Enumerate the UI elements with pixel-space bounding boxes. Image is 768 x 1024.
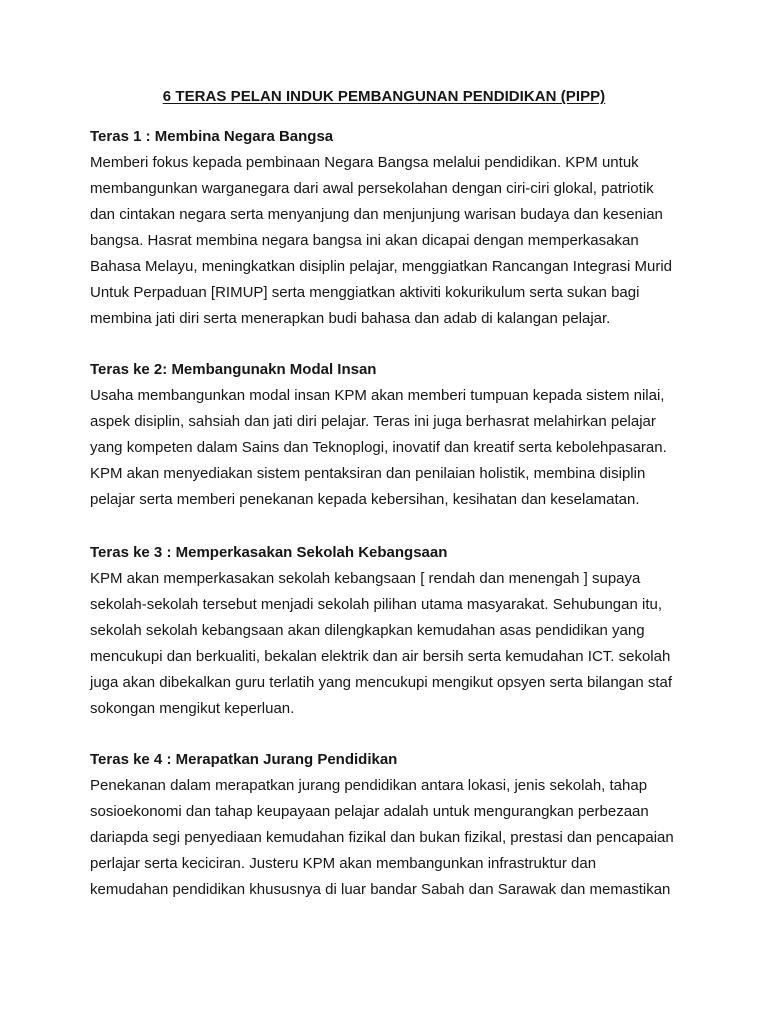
paragraph-line: Usaha membangunkan modal insan KPM akan memberi tumpuan kepada sistem nilai, [90, 387, 665, 404]
paragraph-line: aspek disiplin, sahsiah dan jati diri pelajar. Teras ini juga berhasrat melahirkan pelajar [90, 413, 656, 430]
paragraph-line: mencukupi dan berkualiti, bekalan elektrik dan air bersih serta kemudahan ICT. sekolah [90, 648, 671, 665]
paragraph-line: sosioekonomi dan tahap keupayaan pelajar adalah untuk mengurangkan perbezaan [90, 803, 649, 820]
paragraph-line: KPM akan memperkasakan sekolah kebangsaan [ rendah dan menengah ] supaya [90, 570, 641, 587]
paragraph-line: pelajar serta memberi penekanan kepada kebersihan, kesihatan dan keselamatan. [90, 491, 640, 508]
paragraph-line: Bahasa Melayu, meningkatkan disiplin pelajar, menggiatkan Rancangan Integrasi Murid [90, 258, 673, 275]
paragraph-line: bangsa. Hasrat membina negara bangsa ini akan dicapai dengan memperkasakan [90, 232, 639, 249]
paragraph-line: Memberi fokus kepada pembinaan Negara Bangsa melalui pendidikan. KPM untuk [90, 154, 639, 171]
paragraph-line: sekolah sekolah kebangsaan akan dilengkapkan kemudahan asas pendidikan yang [90, 622, 645, 639]
paragraph-line: juga akan dibekalkan guru terlatih yang mencukupi mengikut opsyen serta bilangan staf [90, 674, 673, 691]
paragraph-line: Penekanan dalam merapatkan jurang pendidikan antara lokasi, jenis sekolah, tahap [90, 777, 648, 794]
paragraph-line: kemudahan pendidikan khususnya di luar bandar Sabah dan Sarawak dan memastikan [90, 881, 671, 898]
paragraph-line: membangunkan warganegara dari awal persekolahan dengan ciri-ciri glokal, patriotik [90, 180, 654, 197]
section-heading: Teras ke 3 : Memperkasakan Sekolah Kebangsaan [90, 544, 448, 561]
section-teras-3 [90, 540, 690, 722]
section-teras-1 [90, 124, 690, 332]
section-heading: Teras 1 : Membina Negara Bangsa [90, 128, 334, 145]
document-title: 6 TERAS PELAN INDUK PEMBANGUNAN PENDIDIKAN (PIPP) [162, 88, 606, 105]
paragraph-line: sokongan mengikut keperluan. [90, 700, 295, 717]
paragraph-line: sekolah-sekolah tersebut menjadi sekolah pilihan utama masyarakat. Sehubungan itu, [90, 596, 663, 613]
paragraph-line: Untuk Perpaduan [RIMUP] serta menggiatkan aktiviti kokurikulum serta sukan bagi [90, 284, 640, 301]
section-teras-2 [90, 357, 690, 513]
paragraph-line: KPM akan menyediakan sistem pentaksiran dan penilaian holistik, membina disiplin [90, 465, 646, 482]
paragraph-line: perlajar serta keciciran. Justeru KPM akan membangunkan infrastruktur dan [90, 855, 597, 872]
paragraph-line: membina jati diri serta menerapkan budi bahasa dan adab di kalangan pelajar. [90, 310, 611, 327]
paragraph-line: dan cintakan negara serta menyanjung dan menjunjung warisan budaya dan kesenian [90, 206, 663, 223]
paragraph-line: dariapda segi penyediaan kemudahan fizikal dan bukan fizikal, prestasi dan pencapaian [90, 829, 674, 846]
section-heading: Teras ke 2: Membangunakn Modal Insan [90, 361, 377, 378]
section-heading: Teras ke 4 : Merapatkan Jurang Pendidikan [90, 751, 398, 768]
section-teras-4 [90, 747, 690, 903]
paragraph-line: yang kompeten dalam Sains dan Teknoplogi, inovatif dan kreatif serta kebolehpasaran. [90, 439, 667, 456]
